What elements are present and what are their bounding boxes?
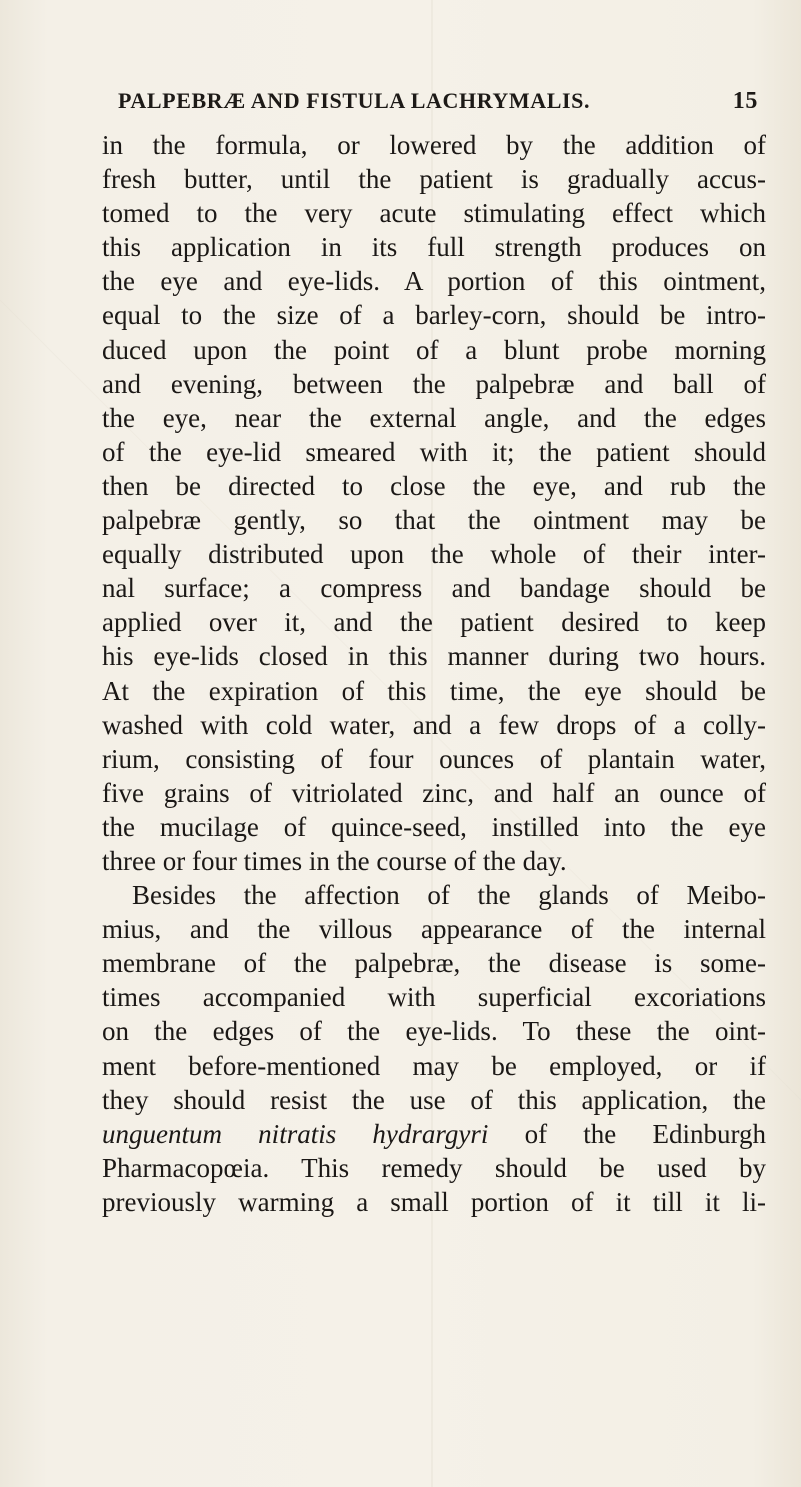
text-line: the eye, near the external angle, and the edges [102, 402, 766, 433]
body-text [102, 128, 766, 1219]
text-line: they should resist the use of this application, the [102, 1084, 766, 1115]
text-line: in the formula, or lowered by the addition of [102, 130, 766, 160]
text-line: the mucilage of quince-seed, instilled into the eye [102, 811, 766, 842]
text-line: three or four times in the course of the day. [102, 845, 567, 876]
paragraph-2 [102, 878, 766, 1219]
text-line: rium, consisting of four ounces of plantain water, [102, 743, 766, 774]
text-line: this application in its full strength produces on [102, 232, 766, 263]
text-line: equal to the size of a barley-corn, should be intro- [102, 300, 766, 331]
text-line: then be directed to close the eye, and rub the [102, 470, 766, 501]
text-line: mius, and the villous appearance of the internal [102, 914, 766, 945]
text-line: fresh butter, until the patient is gradually accus- [102, 164, 766, 195]
running-title: PALPEBRÆ AND FISTULA LACHRYMALIS. [118, 88, 591, 113]
paragraph-1 [102, 128, 766, 878]
text-line: equally distributed upon the whole of their inter- [102, 539, 766, 570]
text-line: washed with cold water, and a few drops of a colly- [102, 709, 766, 740]
text-line: Pharmacopœia. This remedy should be used by [102, 1152, 766, 1183]
text-line: duced upon the point of a blunt probe morning [102, 334, 766, 365]
running-head [118, 88, 758, 118]
text-line: palpebræ gently, so that the ointment may be [102, 505, 766, 536]
text-line: Besides the affection of the glands of Meibo- [132, 880, 766, 911]
text-line: ment before-mentioned may be employed, or if [102, 1050, 766, 1081]
page-number: 15 [732, 88, 758, 114]
text-fragment: of the Edinburgh [488, 1118, 766, 1149]
text-line: At the expiration of this time, the eye should be [102, 675, 766, 706]
text-line: of the eye-lid smeared with it; the patient should [102, 436, 766, 467]
text-line: tomed to the very acute stimulating effect which [102, 198, 766, 229]
text-line: times accompanied with superficial excoriations [102, 982, 766, 1013]
text-line: his eye-lids closed in this manner during two hours. [102, 641, 766, 672]
text-line: five grains of vitriolated zinc, and half an ounce of [102, 777, 766, 808]
text-line: membrane of the palpebræ, the disease is some- [102, 948, 766, 979]
text-line-italic [102, 1117, 766, 1151]
text-line: previously warming a small portion of it till it li- [102, 1186, 766, 1217]
latin-term: unguentum nitratis hydrargyri [102, 1118, 489, 1149]
text-line: and evening, between the palpebræ and ball of [102, 368, 766, 399]
text-line: the eye and eye-lids. A portion of this ointment, [102, 266, 766, 297]
text-line: nal surface; a compress and bandage should be [102, 573, 766, 604]
text-line: applied over it, and the patient desired to keep [102, 607, 766, 638]
text-line: on the edges of the eye-lids. To these the oint- [102, 1016, 766, 1047]
